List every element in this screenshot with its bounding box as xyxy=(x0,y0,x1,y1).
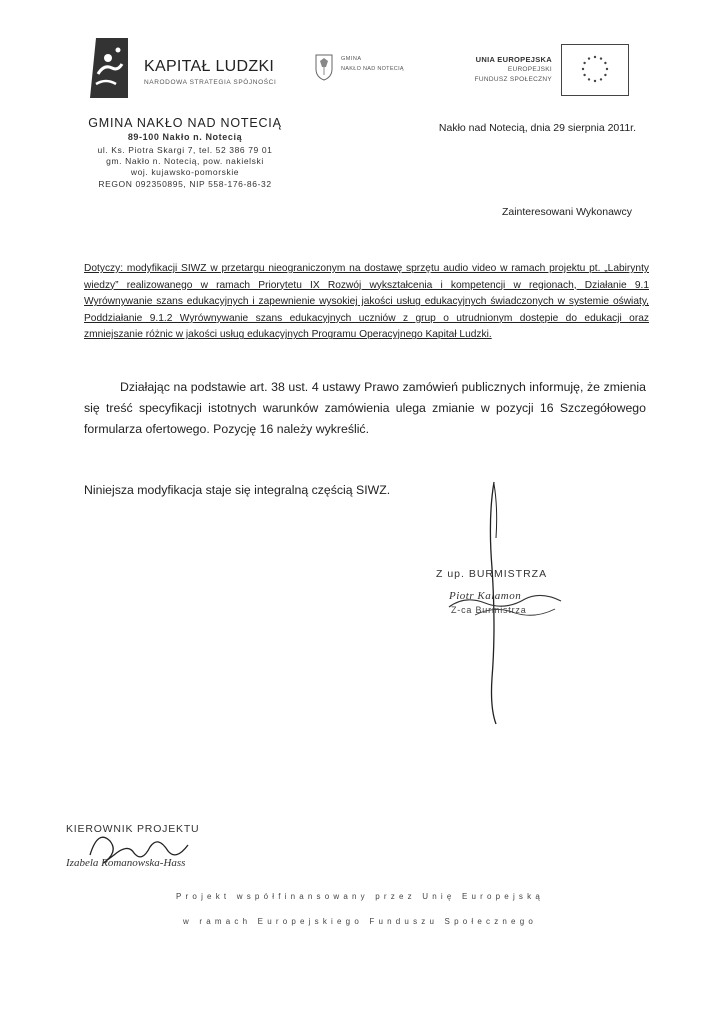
logo-subtitle: NARODOWA STRATEGIA SPÓJNOŚCI xyxy=(144,79,277,86)
signature-name: Piotr Kalamon xyxy=(449,590,522,602)
subject: Dotyczy: modyfikacji SIWZ w przetargu nieograniczonym na dostawę sprzętu audio video w ramach projektu pt. „Labirynty wiedzy” realizowanego w ramach Priorytetu IX Rozwój wykształcenia i kompetencji w regionach, Działanie 9.1 Wyrównywanie szans edukacyjnych i zapewnienie wysokiej jakości usług edukacyjnych świadczonych w systemie oświaty, Poddziałanie 9.1.2 Wyrównywanie szans edukacyjnych uczniów z grup o utrudnionym dostępie do edukacji oraz zmniejszanie różnic w jakości usług edukacyjnych Programu Operacyjnego Kapitał Ludzki. xyxy=(84,263,649,341)
gmina-crest-icon xyxy=(314,53,334,81)
signature-role: Z-ca Burmistrza xyxy=(451,605,527,615)
sender-county: gm. Nakło n. Notecią, pow. nakielski xyxy=(106,156,264,166)
eu-fund-line1: EUROPEJSKI xyxy=(507,66,552,73)
project-manager-title: KIEROWNIK PROJEKTU xyxy=(66,823,200,835)
closing-paragraph: Niniejsza modyfikacja staje się integralną częścią SIWZ. xyxy=(84,483,391,497)
signature-stamp-line: Z up. BURMISTRZA xyxy=(436,568,548,580)
sender-ids: REGON 092350895, NIP 558-176-86-32 xyxy=(98,179,272,189)
kapital-ludzki-logo-icon xyxy=(88,38,128,98)
gmina-logo-subtext: NAKŁO NAD NOTECIĄ xyxy=(341,66,404,72)
eu-flag-icon xyxy=(561,44,629,96)
sender-zip-city: 89-100 Nakło n. Notecią xyxy=(127,132,243,142)
gmina-logo-text: GMINA xyxy=(341,56,362,62)
footer-line1: Projekt współfinansowany przez Unię Europejską xyxy=(176,892,544,901)
sender-street-phone: ul. Ks. Piotra Skargi 7, tel. 52 386 79 01 xyxy=(97,145,273,155)
sender-voivodeship: woj. kujawsko-pomorskie xyxy=(130,167,240,177)
project-manager-name: Izabela Romanowska-Hass xyxy=(66,857,186,869)
footer-line2: w ramach Europejskiego Funduszu Społecznego xyxy=(182,917,538,926)
eu-name: UNIA EUROPEJSKA xyxy=(475,55,552,64)
eu-fund-line2: FUNDUSZ SPOŁECZNY xyxy=(474,76,552,83)
sender-name: GMINA NAKŁO NAD NOTECIĄ xyxy=(88,116,282,130)
recipient: Zainteresowani Wykonawcy xyxy=(501,206,632,218)
date-line: Nakło nad Notecią, dnia 29 sierpnia 2011r. xyxy=(438,122,636,134)
logo-title: KAPITAŁ LUDZKI xyxy=(144,58,275,75)
body-paragraph: Działając na podstawie art. 38 ust. 4 ustawy Prawo zamówień publicznych informuję, że zmienia się treść specyfikacji istotnych warunków zamówienia ulega zmianie w pozycji 16 Szczegółowego formularza ofertowego. Pozycję 16 należy wykreślić. xyxy=(84,380,646,436)
